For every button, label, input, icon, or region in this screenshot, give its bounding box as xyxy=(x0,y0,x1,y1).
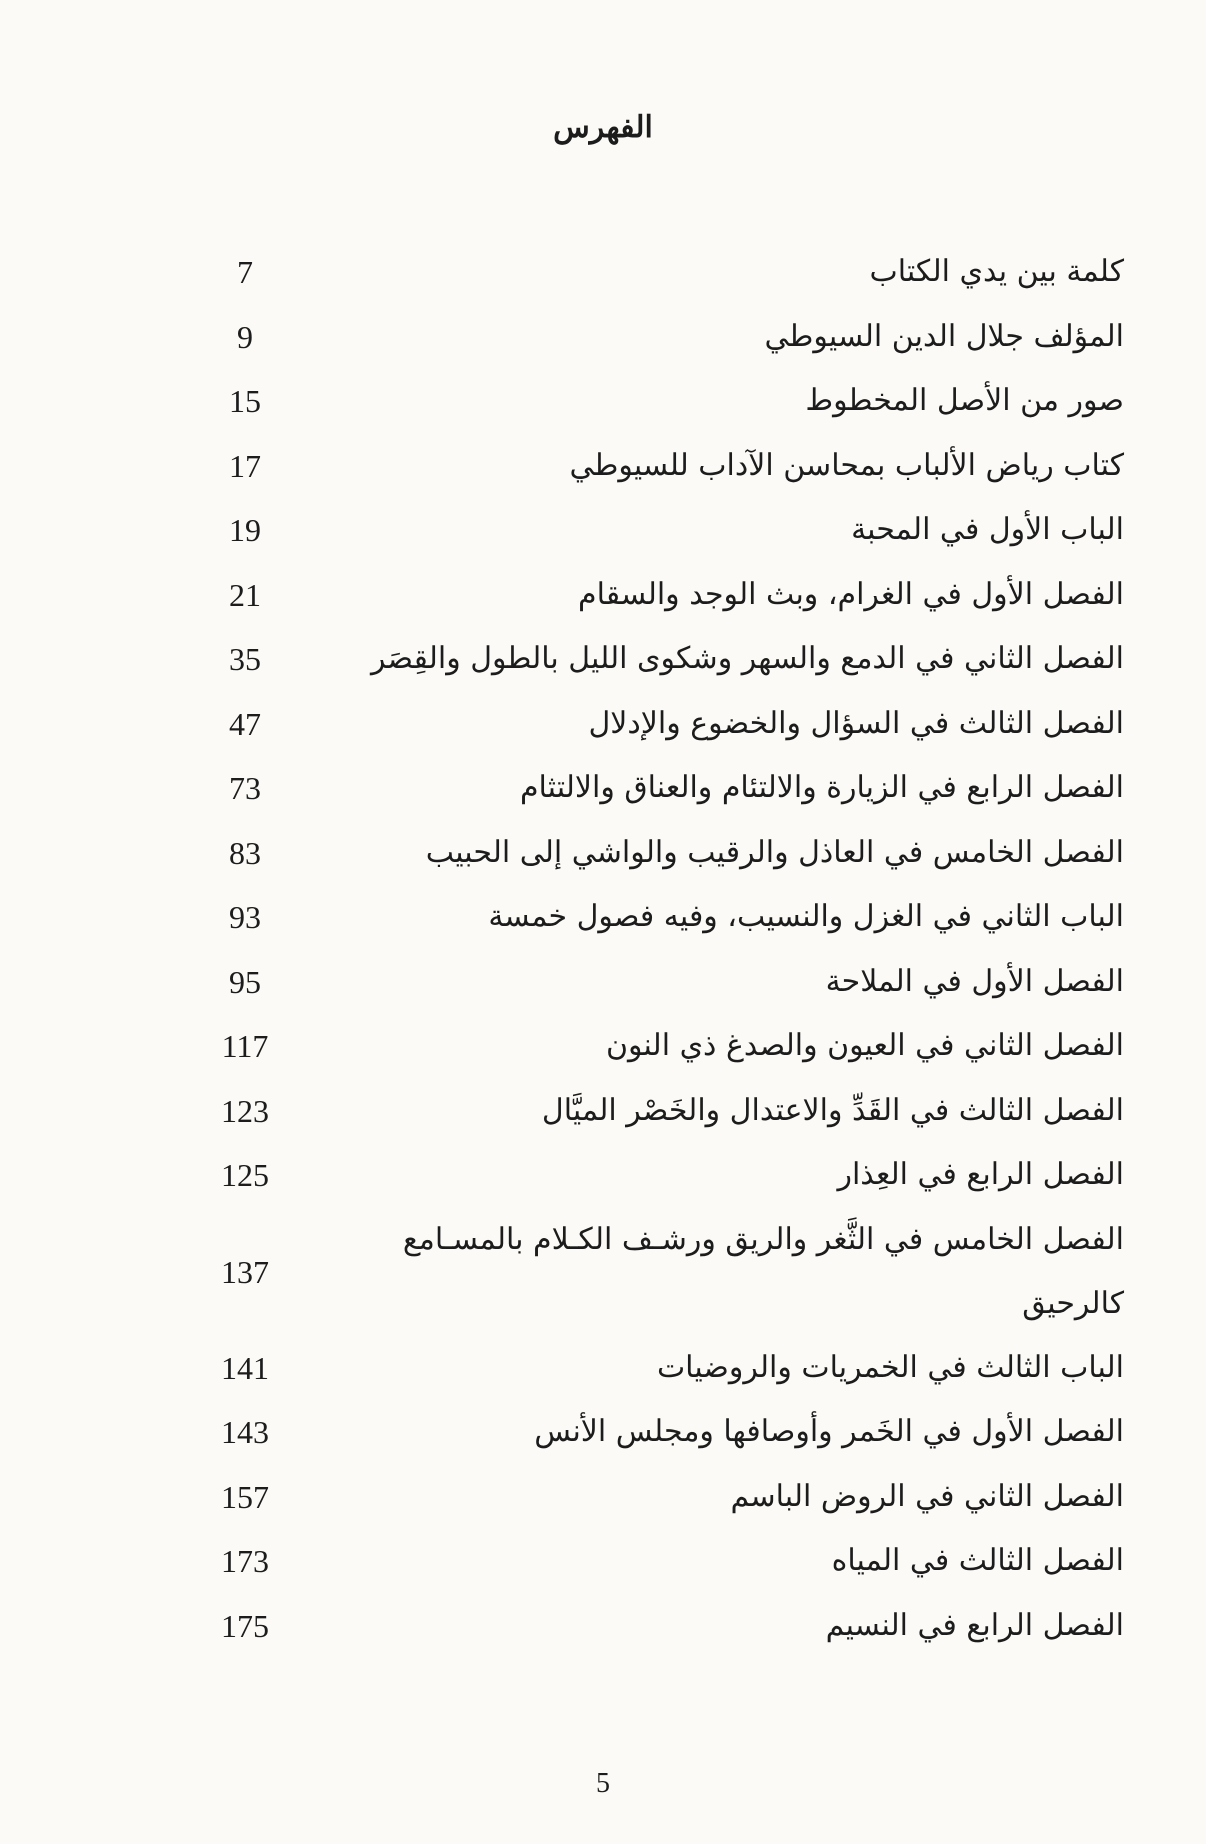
toc-entry xyxy=(0,369,1206,434)
toc-entry xyxy=(0,1529,1206,1594)
toc-entry xyxy=(0,1465,1206,1530)
toc-entry-title: الباب الثاني في الغزل والنسيب، وفيه فصول خمسة xyxy=(488,899,1124,934)
toc-entry-title: الباب الثالث في الخمريات والروضيات xyxy=(656,1349,1124,1385)
toc-entry xyxy=(0,1336,1206,1401)
toc-entry-page: 141 xyxy=(221,1349,269,1386)
toc-entry-page: 9 xyxy=(237,318,253,355)
toc-entry xyxy=(0,305,1206,370)
toc-entry xyxy=(0,756,1206,821)
table-of-contents xyxy=(0,240,1206,1658)
toc-entry-page: 137 xyxy=(221,1253,269,1290)
toc-entry-title: الباب الأول في المحبة xyxy=(851,512,1124,547)
toc-entry-page: 123 xyxy=(221,1092,269,1129)
toc-entry xyxy=(0,885,1206,950)
toc-entry-page: 21 xyxy=(229,576,261,613)
toc-entry xyxy=(0,1208,1206,1336)
toc-entry xyxy=(0,1014,1206,1079)
toc-entry-page: 93 xyxy=(229,899,261,935)
toc-entry-page: 175 xyxy=(221,1607,269,1644)
toc-entry xyxy=(0,692,1206,757)
toc-entry-page: 157 xyxy=(221,1478,269,1515)
toc-entry-page: 143 xyxy=(221,1414,269,1450)
toc-entry-title: الفصل الثاني في الدمع والسهر وشكوى الليل بالطول والقِصَر xyxy=(370,641,1124,676)
page-title: الفهرس xyxy=(553,110,653,145)
toc-entry-page: 117 xyxy=(221,1028,269,1064)
toc-entry-page: 125 xyxy=(221,1157,269,1193)
toc-entry-page: 35 xyxy=(229,641,261,677)
toc-entry-title: الفصل الرابع في العِذار xyxy=(837,1157,1124,1192)
toc-entry-title: كلمة بين يدي الكتاب xyxy=(869,254,1124,289)
toc-entry-title: الفصل الثالث في المياه xyxy=(831,1543,1124,1578)
toc-entry xyxy=(0,498,1206,563)
toc-entry-title: صور من الأصل المخطوط xyxy=(805,383,1124,418)
toc-entry-title: الفصل الخامس في العاذل والرقيب والواشي إلى الحبيب xyxy=(425,834,1124,870)
toc-entry-title: الفصل الثالث في القَدِّ والاعتدال والخَصْر الميَّال xyxy=(541,1092,1124,1128)
toc-entry-title: الفصل الثالث في السؤال والخضوع والإدلال xyxy=(588,705,1124,741)
toc-entry-title: الفصل الرابع في النسيم xyxy=(825,1607,1124,1643)
toc-entry-page: 47 xyxy=(229,705,261,742)
toc-entry-page: 73 xyxy=(229,770,261,806)
toc-entry-page: 173 xyxy=(221,1543,269,1579)
toc-entry xyxy=(0,821,1206,886)
toc-entry xyxy=(0,563,1206,628)
toc-entry xyxy=(0,1079,1206,1144)
page-number: 5 xyxy=(596,1768,610,1799)
toc-entry-title: المؤلف جلال الدين السيوطي xyxy=(764,318,1124,354)
toc-entry-title: الفصل الأول في الغرام، وبث الوجد والسقام xyxy=(578,576,1124,612)
toc-entry xyxy=(0,434,1206,499)
toc-entry-title: الفصل الأول في الخَمر وأوصافها ومجلس الأنس xyxy=(534,1414,1124,1449)
toc-entry-title: الفصل الثاني في العيون والصدغ ذي النون xyxy=(605,1028,1124,1063)
toc-entry-page: 83 xyxy=(229,834,261,871)
toc-entry-title: الفصل الثاني في الروض الباسم xyxy=(730,1478,1124,1514)
toc-entry xyxy=(0,627,1206,692)
toc-entry-page: 15 xyxy=(229,383,261,419)
toc-entry xyxy=(0,240,1206,305)
toc-entry-title: كتاب رياض الألباب بمحاسن الآداب للسيوطي xyxy=(569,447,1124,483)
toc-entry-title: الفصل الخامس في الثَّغر والريق ورشـف الكـلام بالمسـامع كالرحيق xyxy=(402,1221,1124,1321)
toc-entry-page: 17 xyxy=(229,447,261,484)
toc-entry xyxy=(0,950,1206,1015)
toc-entry-page: 19 xyxy=(229,512,261,548)
toc-entry-title: الفصل الرابع في الزيارة والالتئام والعناق والالتثام xyxy=(519,770,1124,805)
toc-entry xyxy=(0,1400,1206,1465)
toc-entry xyxy=(0,1143,1206,1208)
toc-entry xyxy=(0,1594,1206,1659)
toc-entry-title: الفصل الأول في الملاحة xyxy=(825,963,1124,999)
toc-entry-page: 95 xyxy=(229,963,261,1000)
toc-entry-page: 7 xyxy=(237,254,253,290)
